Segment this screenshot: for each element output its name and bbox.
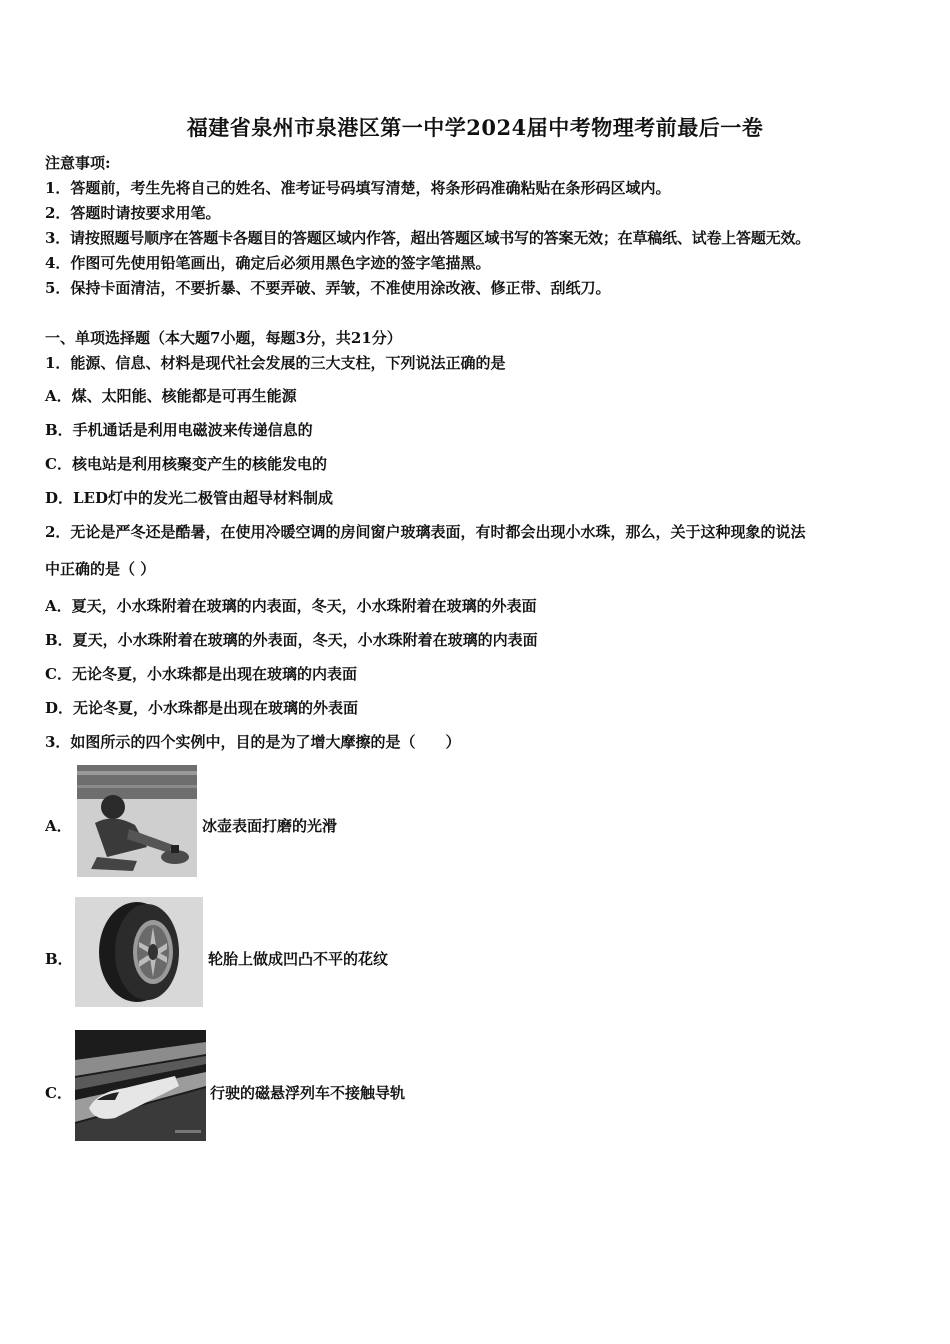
notice-item: 4．作图可先使用铅笔画出，确定后必须用黑色字迹的签字笔描黑。 <box>45 254 491 272</box>
tire-illustration <box>75 897 203 1007</box>
question-3-option-a-text: 冰壶表面打磨的光滑 <box>202 817 338 835</box>
question-1-stem: 1．能源、信息、材料是现代社会发展的三大支柱，下列说法正确的是 <box>45 354 506 372</box>
question-3-option-c-text: 行驶的磁悬浮列车不接触导轨 <box>210 1084 406 1102</box>
section-heading: 一、单项选择题（本大题7小题，每题3分，共21分） <box>45 329 402 347</box>
notice-item: 3．请按照题号顺序在答题卡各题目的答题区域内作答，超出答题区域书写的答案无效；在草稿纸、试卷上答题无效。 <box>45 229 811 247</box>
question-3-stem: 3．如图所示的四个实例中，目的是为了增大摩擦的是（ ） <box>45 733 461 751</box>
notice-heading: 注意事项: <box>45 154 111 172</box>
question-2-option-d: D．无论冬夏，小水珠都是出现在玻璃的外表面 <box>45 699 359 717</box>
question-2-stem-line1: 2．无论是严冬还是酷暑，在使用冷暖空调的房间窗户玻璃表面，有时都会出现小水珠，那么，关于这种现象的说法 <box>45 523 806 541</box>
question-1-option-c: C．核电站是利用核聚变产生的核能发电的 <box>45 455 327 473</box>
tire-photo <box>75 897 203 1007</box>
question-1-option-a: A．煤、太阳能、核能都是可再生能源 <box>45 387 297 405</box>
question-3-option-a-label: A． <box>45 817 72 835</box>
question-2-option-a: A．夏天，小水珠附着在玻璃的内表面，冬天，小水珠附着在玻璃的外表面 <box>45 597 537 615</box>
maglev-photo <box>75 1030 206 1141</box>
maglev-illustration <box>75 1030 206 1141</box>
question-3-option-c-label: C． <box>45 1084 72 1102</box>
question-3-option-b-text: 轮胎上做成凹凸不平的花纹 <box>208 950 389 968</box>
question-3-option-b-label: B． <box>45 950 73 968</box>
question-2-option-c: C．无论冬夏，小水珠都是出现在玻璃的内表面 <box>45 665 357 683</box>
notice-item: 5．保持卡面清洁，不要折暴、不要弄破、弄皱，不准使用涂改液、修正带、刮纸刀。 <box>45 279 611 297</box>
notice-item: 1．答题前，考生先将自己的姓名、准考证号码填写清楚，将条形码准确粘贴在条形码区域内。 <box>45 179 671 197</box>
question-1-option-b: B．手机通话是利用电磁波来传递信息的 <box>45 421 313 439</box>
question-2-stem-line2: 中正确的是（ ） <box>45 560 156 578</box>
notice-item: 2．答题时请按要求用笔。 <box>45 204 221 222</box>
question-1-option-d: D．LED灯中的发光二极管由超导材料制成 <box>45 489 333 507</box>
curling-photo <box>77 765 197 877</box>
page-title: 福建省泉州市泉港区第一中学2024届中考物理考前最后一卷 <box>186 115 764 140</box>
question-2-option-b: B．夏天，小水珠附着在玻璃的外表面，冬天，小水珠附着在玻璃的内表面 <box>45 631 538 649</box>
curling-illustration <box>77 765 197 877</box>
